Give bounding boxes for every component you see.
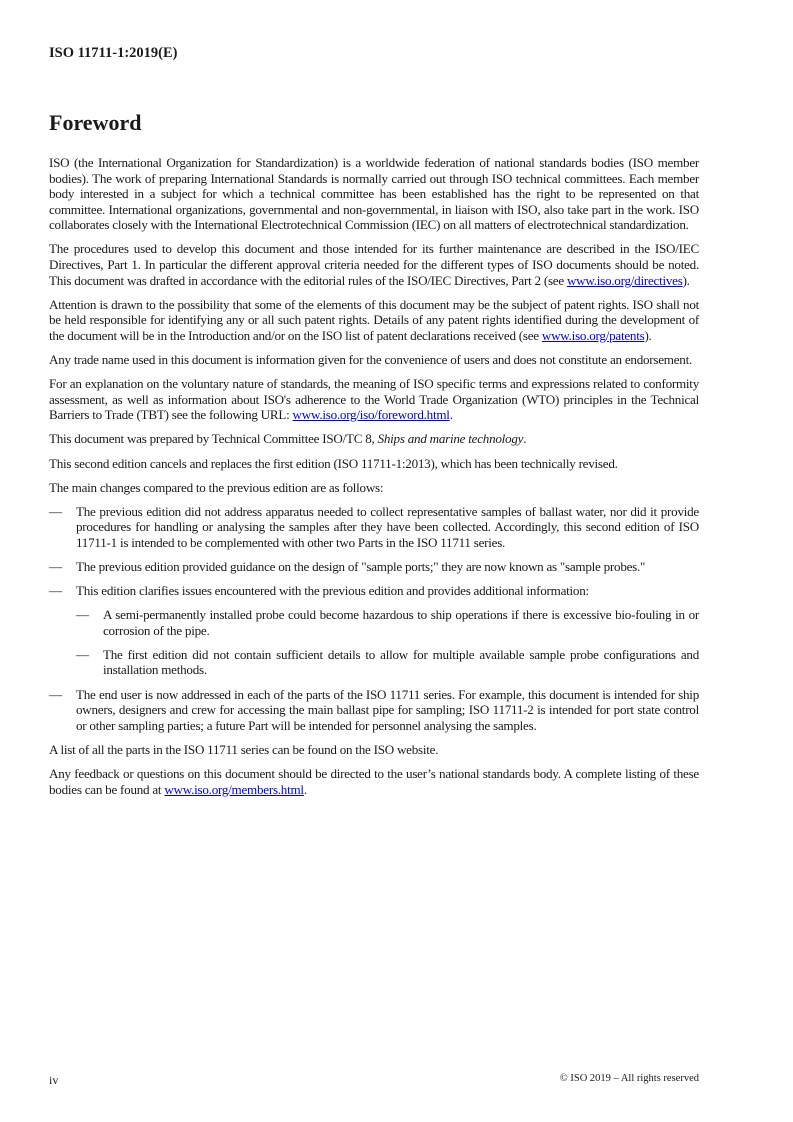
text: For an explanation on the voluntary nature of standards, the meaning of ISO specific terms and expressions related to conformity assessment, as well as information about ISO's adherence to the World Trade Organization (WTO) principles in the Technical Barriers to Trade (TBT) see the following URL: [49, 376, 699, 423]
link-members[interactable]: www.iso.org/members.html [164, 781, 304, 797]
paragraph-trade-name: Any trade name used in this document is information given for the convenience of users and does not constitute an endorsement. [49, 352, 693, 368]
list-item-text: The previous edition provided guidance on the design of "sample ports;" they are now known as "sample probes." [76, 558, 646, 574]
text: This document was prepared by Technical Committee ISO/TC 8, [49, 431, 378, 447]
dash-marker: — [49, 503, 62, 519]
text: Any feedback or questions on this document should be directed to the user’s national standards body. A complete listing of these bodies can be found at [49, 765, 699, 797]
page-number: iv [49, 1073, 59, 1087]
list-item-text: The previous edition did not address apparatus needed to collect representative samples of ballast water, nor did it provide procedures for handling or analysing the samples after they have been collected. Accordingly, this second edition of ISO 11711-1 is intended to be complemented with other two Parts in the ISO 11711 series. [76, 503, 699, 550]
paragraph-patents [49, 297, 699, 344]
sub-list-item [76, 647, 699, 678]
list-item-text: This edition clarifies issues encountered with the previous edition and provides additional information: [76, 583, 589, 599]
paragraph-voluntary [49, 376, 699, 423]
document-header: ISO 11711-1:2019(E) [49, 45, 178, 61]
list-item [49, 687, 699, 734]
list-item-text: The end user is now addressed in each of the parts of the ISO 11711 series. For example, this document is intended for ship owners, designers and crew for accessing the main ballast pipe for sampling; ISO 11711-2 is intended for port state control or other sampling parties; a future Part will be intended for personnel analysing the samples. [76, 686, 699, 733]
sub-list-item [76, 607, 699, 638]
committee-name: Ships and marine technology [377, 431, 524, 447]
page-title: Foreword [49, 110, 142, 135]
text: . [449, 407, 453, 423]
list-item [49, 504, 699, 551]
dash-marker: — [76, 607, 89, 623]
dash-marker: — [49, 583, 62, 599]
text: ). [682, 272, 690, 288]
copyright: © ISO 2019 – All rights reserved [559, 1073, 699, 1084]
dash-marker: — [76, 646, 89, 662]
foreword-body [49, 155, 699, 806]
text: ). [644, 327, 652, 343]
page-footer [49, 1073, 699, 1088]
paragraph-parts: A list of all the parts in the ISO 11711 series can be found on the ISO website. [49, 741, 439, 757]
list-item [49, 559, 699, 575]
link-directives[interactable]: www.iso.org/directives [566, 272, 683, 288]
list-item [49, 583, 699, 599]
text: Attention is drawn to the possibility that some of the elements of this document may be the subject of patent rights. ISO shall not be held responsible for identifying any or all such patent rights. Details of any patent rights identified during the development of the document will be in the Introduction and/or on the ISO list of patent declarations received (see [49, 296, 699, 343]
paragraph-edition: This second edition cancels and replaces the first edition (ISO 11711-1:2013), which has been technically revised. [49, 455, 618, 471]
paragraph-feedback [49, 766, 699, 797]
text: . [303, 781, 307, 797]
text: . [523, 431, 527, 447]
link-patents[interactable]: www.iso.org/patents [541, 327, 645, 343]
list-item-text: A semi-permanently installed probe could become hazardous to ship operations if there is excessive bio-fouling in or corrosion of the pipe. [103, 607, 699, 638]
dash-marker: — [49, 686, 62, 702]
paragraph-iso: ISO (the International Organization for Standardization) is a worldwide federation of national standards bodies (ISO member bodies). The work of preparing International Standards is normally carried out through ISO technical committees. Each member body interested in a subject for which a technical committee has been established has the right to be represented on that committee. International organizations, governmental and non-governmental, in liaison with ISO, also take part in the work. ISO collaborates closely with the International Electrotechnical Commission (IEC) on all matters of electrotechnical standardization. [49, 155, 699, 233]
list-item-text: The first edition did not contain sufficient details to allow for multiple available sample probe configurations and installation methods. [103, 646, 699, 678]
paragraph-committee [49, 431, 699, 447]
dash-marker: — [49, 558, 62, 574]
paragraph-procedures [49, 241, 699, 288]
text: The procedures used to develop this document and those intended for its further maintenance are described in the ISO/IEC Directives, Part 1. In particular the different approval criteria needed for the different types of ISO documents should be noted. This document was drafted in accordance with the editorial rules of the ISO/IEC Directives, Part 2 (see [49, 241, 699, 288]
link-foreword[interactable]: www.iso.org/iso/foreword.html [292, 407, 450, 423]
paragraph-changes-intro: The main changes compared to the previous edition are as follows: [49, 479, 384, 495]
